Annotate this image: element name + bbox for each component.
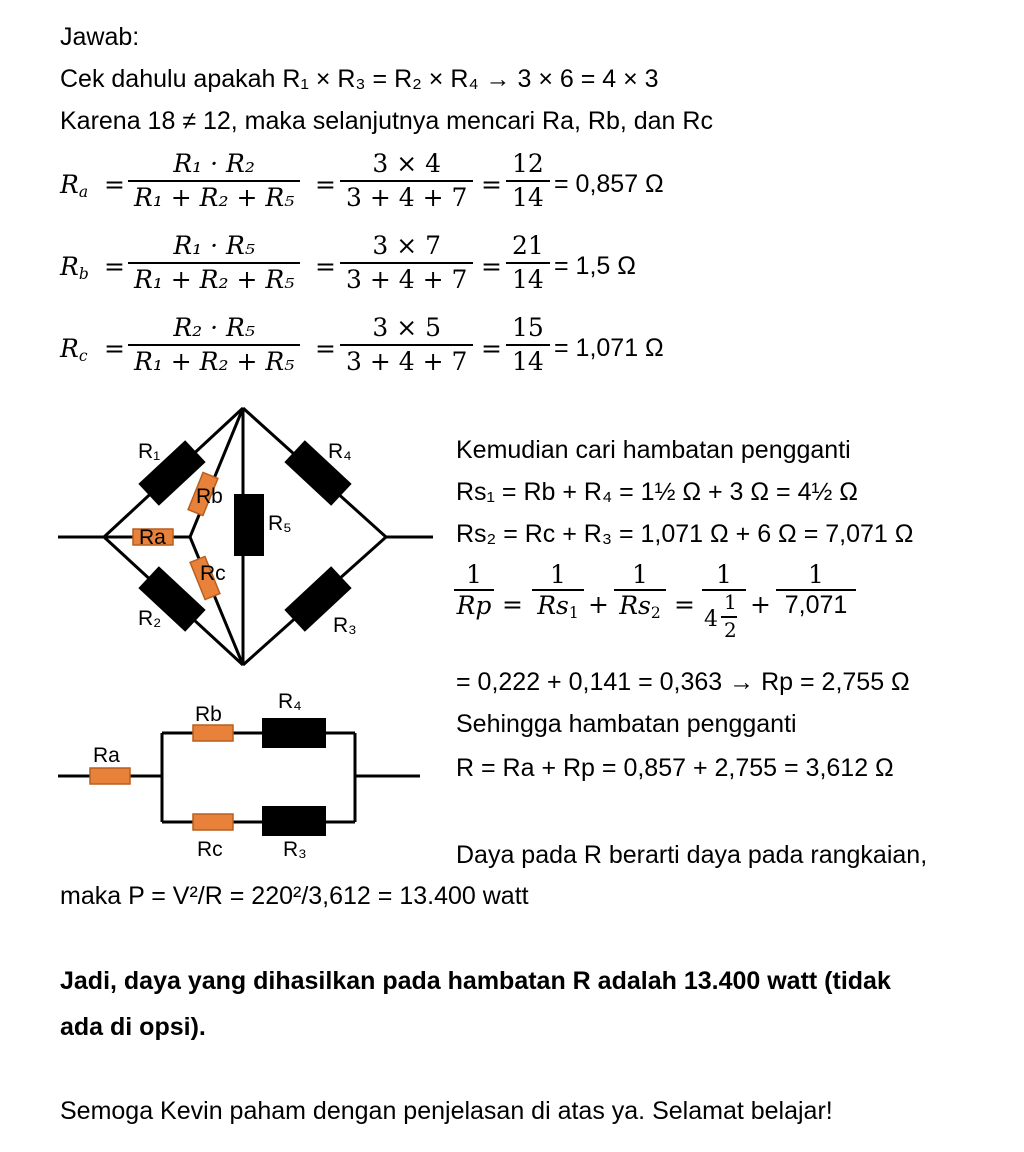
equals-sign: = <box>481 170 502 199</box>
fraction-simplified: $\frac{21}{14}$ <box>506 230 550 296</box>
fraction-simplified: $\frac{12}{14}$ <box>506 148 550 214</box>
fraction-symbolic: $\frac{\text{R₂ · R₅}}{\text{R₁ + R₂ + R₅}}$ <box>128 312 300 378</box>
sum-line: = 0,222 + 0,141 = 0,363 → Rp = 2,755 Ω <box>456 668 910 696</box>
conclusion-line-1: Jadi, daya yang dihasilkan pada hambatan R adalah 13.400 watt (tidak <box>60 967 891 995</box>
resistor-ra <box>90 768 130 784</box>
equation-result: = 1,071 Ω <box>554 334 664 362</box>
check-line: Cek dahulu apakah R₁ × R₃ = R₂ × R₄ → 3 × 6 = 4 × 3 <box>60 65 659 93</box>
conclusion-line-2: ada di opsi). <box>60 1013 206 1041</box>
label-r2: R₂ <box>138 607 162 630</box>
equals-sign: = <box>481 252 502 281</box>
fraction-symbolic: $\frac{\text{R₁ · R₅}}{\text{R₁ + R₂ + R₅}}$ <box>128 230 300 296</box>
fraction-numeric: $\frac{3 \times 5}{3 + 4 + 7}$ <box>340 312 473 378</box>
closing-line: Semoga Kevin paham dengan penjelasan di atas ya. Selamat belajar! <box>60 1097 833 1125</box>
rp-eq-sign-2: = <box>674 590 695 619</box>
r-total-line: R = Ra + Rp = 0,857 + 2,755 = 3,612 Ω <box>456 754 894 782</box>
equation-lhs: $R_c$ <box>60 334 88 365</box>
rp-frac-mixed: 1 4 1 2 <box>702 560 746 647</box>
rp-plus-2: + <box>750 590 771 619</box>
equals-sign: = <box>315 170 336 199</box>
resistor-r3 <box>262 806 326 836</box>
resistor-r5 <box>234 494 264 556</box>
equals-sign: = <box>104 334 125 363</box>
equals-sign: = <box>104 170 125 199</box>
fraction-numeric: $\frac{3 \times 7}{3 + 4 + 7}$ <box>340 230 473 296</box>
resistor-rb <box>193 725 233 741</box>
label-r4: R₄ <box>278 690 302 713</box>
label-r3: R₃ <box>333 614 357 637</box>
rs2-line: Rs₂ = Rc + R₃ = 1,071 Ω + 6 Ω = 7,071 Ω <box>456 520 914 548</box>
label-ra: Ra <box>93 744 120 767</box>
equals-sign: = <box>315 252 336 281</box>
rp-frac-7071: $\frac{1}{7,071}$ <box>776 560 856 620</box>
label-r1: R₁ <box>138 440 161 463</box>
equation-lhs: $R_a$ <box>60 170 89 201</box>
rp-plus-1: + <box>588 590 609 619</box>
label-rb: Rb <box>196 485 223 508</box>
rp-frac-rs1: $\frac{1}{Rs_1}$ <box>532 560 584 620</box>
replacement-heading: Kemudian cari hambatan pengganti <box>456 436 851 464</box>
label-r5: R₅ <box>268 512 292 535</box>
label-r4: R₄ <box>328 440 352 463</box>
equals-sign: = <box>104 252 125 281</box>
rp-frac-lhs: $\frac{1}{Rp}$ <box>454 560 494 620</box>
label-rc: Rc <box>197 838 223 861</box>
rs1-line: Rs₁ = Rb + R₄ = 1½ Ω + 3 Ω = 4½ Ω <box>456 478 858 506</box>
wire <box>190 537 243 665</box>
rp-frac-rs2: $\frac{1}{Rs_2}$ <box>614 560 666 620</box>
bridge-circuit-diagram <box>58 408 433 665</box>
fraction-simplified: $\frac{15}{14}$ <box>506 312 550 378</box>
daya-line: Daya pada R berarti daya pada rangkaian, <box>456 841 928 869</box>
resistor-r4 <box>262 718 326 748</box>
equation-lhs: $R_b$ <box>60 252 89 283</box>
label-ra: Ra <box>139 526 166 549</box>
rp-eq-sign: = <box>502 590 523 619</box>
fraction-numeric: $\frac{3 \times 4}{3 + 4 + 7}$ <box>340 148 473 214</box>
resistor-rc <box>193 814 233 830</box>
equation-result: = 0,857 Ω <box>554 170 664 198</box>
equivalent-circuit-diagram <box>58 690 420 861</box>
label-rc: Rc <box>200 562 226 585</box>
equals-sign: = <box>315 334 336 363</box>
sehingga-line: Sehingga hambatan pengganti <box>456 710 797 738</box>
answer-heading: Jawab: <box>60 23 140 51</box>
label-rb: Rb <box>195 703 222 726</box>
equation-result: = 1,5 Ω <box>554 252 636 280</box>
power-line: maka P = V²/R = 220²/3,612 = 13.400 watt <box>60 882 529 910</box>
equals-sign: = <box>481 334 502 363</box>
label-r3: R₃ <box>283 838 307 861</box>
fraction-symbolic: $\frac{\text{R₁ · R₂}}{\text{R₁ + R₂ + R₅}}$ <box>128 148 300 214</box>
because-line: Karena 18 ≠ 12, maka selanjutnya mencari Ra, Rb, dan Rc <box>60 107 713 135</box>
